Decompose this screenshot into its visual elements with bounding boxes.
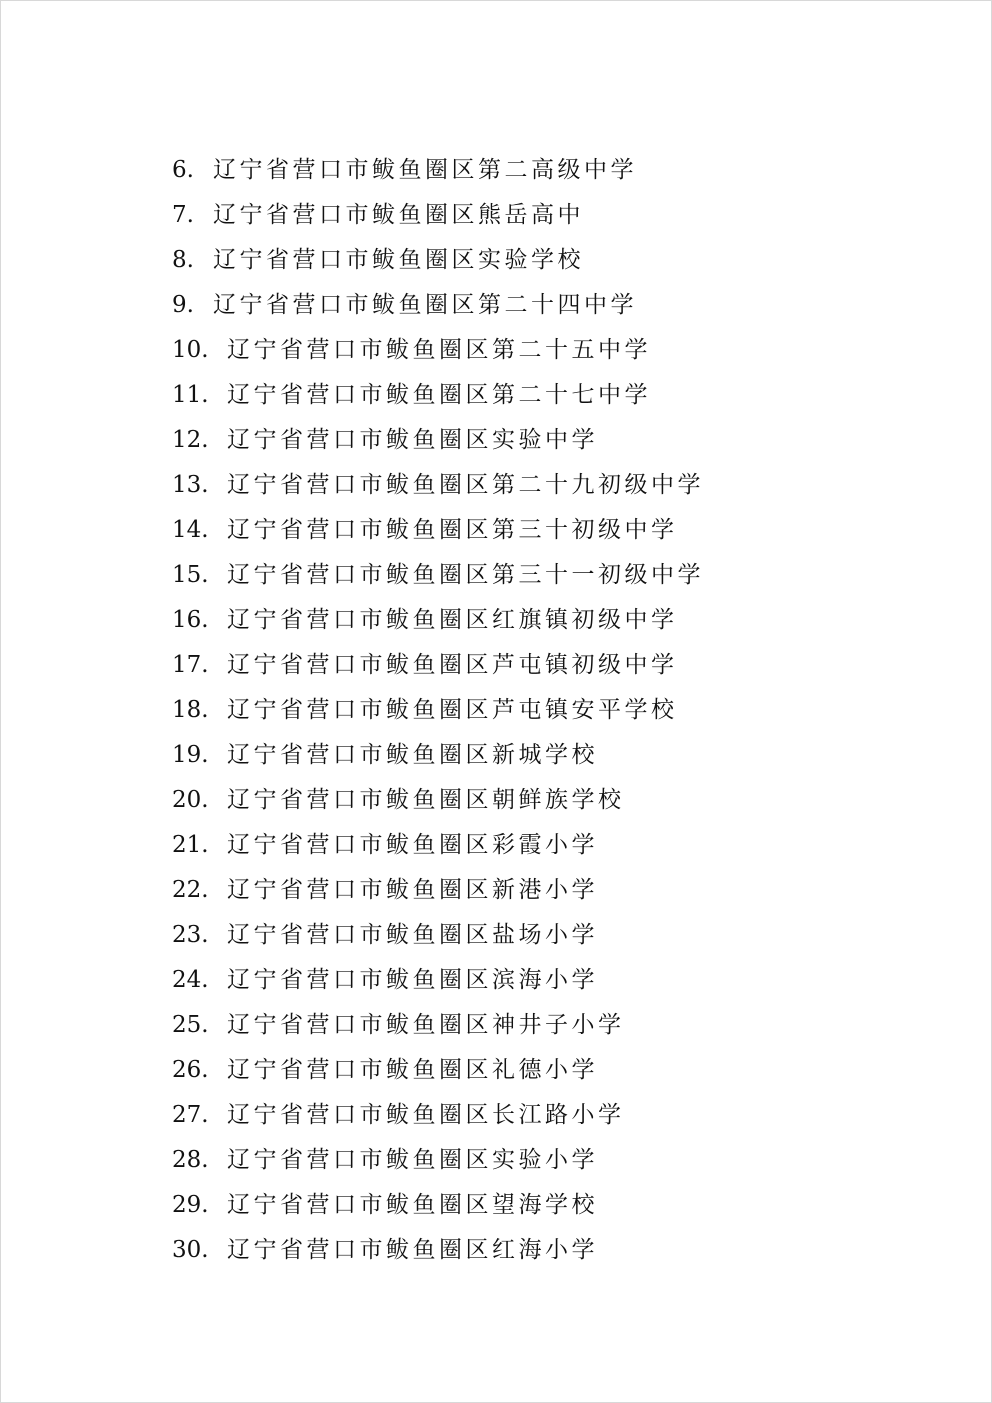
list-item xyxy=(172,193,704,238)
school-name: 辽宁省营口市鲅鱼圈区朝鲜族学校 xyxy=(227,787,625,813)
item-number: 11. xyxy=(172,382,209,408)
list-item xyxy=(172,958,704,1003)
list-item xyxy=(172,328,704,373)
list-item xyxy=(172,283,704,328)
school-name: 辽宁省营口市鲅鱼圈区第二十五中学 xyxy=(227,337,651,363)
list-item xyxy=(172,508,704,553)
list-item xyxy=(172,913,704,958)
item-number: 6. xyxy=(172,157,194,183)
item-number: 15. xyxy=(172,562,209,588)
list-item xyxy=(172,1048,704,1093)
list-item xyxy=(172,418,704,463)
school-name: 辽宁省营口市鲅鱼圈区长江路小学 xyxy=(227,1102,625,1128)
list-item xyxy=(172,688,704,733)
school-name: 辽宁省营口市鲅鱼圈区神井子小学 xyxy=(227,1012,625,1038)
list-item xyxy=(172,1138,704,1183)
item-number: 24. xyxy=(172,967,209,993)
item-number: 17. xyxy=(172,652,209,678)
item-number: 26. xyxy=(172,1057,209,1083)
school-name: 辽宁省营口市鲅鱼圈区彩霞小学 xyxy=(227,832,598,858)
school-name: 辽宁省营口市鲅鱼圈区第三十初级中学 xyxy=(227,517,678,543)
school-name: 辽宁省营口市鲅鱼圈区第二十九初级中学 xyxy=(227,472,704,498)
item-number: 20. xyxy=(172,787,209,813)
school-name: 辽宁省营口市鲅鱼圈区熊岳高中 xyxy=(213,202,584,228)
school-name: 辽宁省营口市鲅鱼圈区第二十七中学 xyxy=(227,382,651,408)
item-number: 19. xyxy=(172,742,209,768)
school-name: 辽宁省营口市鲅鱼圈区实验中学 xyxy=(227,427,598,453)
item-number: 23. xyxy=(172,922,209,948)
item-number: 8. xyxy=(172,247,194,273)
school-name: 辽宁省营口市鲅鱼圈区实验学校 xyxy=(213,247,584,273)
school-name: 辽宁省营口市鲅鱼圈区盐场小学 xyxy=(227,922,598,948)
school-name: 辽宁省营口市鲅鱼圈区第二高级中学 xyxy=(213,157,637,183)
list-item xyxy=(172,868,704,913)
school-name: 辽宁省营口市鲅鱼圈区红旗镇初级中学 xyxy=(227,607,678,633)
list-item xyxy=(172,643,704,688)
list-item xyxy=(172,778,704,823)
list-item xyxy=(172,238,704,283)
school-name: 辽宁省营口市鲅鱼圈区礼德小学 xyxy=(227,1057,598,1083)
list-item xyxy=(172,1003,704,1048)
item-number: 13. xyxy=(172,472,209,498)
item-number: 14. xyxy=(172,517,209,543)
school-name: 辽宁省营口市鲅鱼圈区第三十一初级中学 xyxy=(227,562,704,588)
item-number: 22. xyxy=(172,877,209,903)
item-number: 12. xyxy=(172,427,209,453)
school-name: 辽宁省营口市鲅鱼圈区望海学校 xyxy=(227,1192,598,1218)
list-item xyxy=(172,823,704,868)
list-item xyxy=(172,463,704,508)
item-number: 27. xyxy=(172,1102,209,1128)
school-name: 辽宁省营口市鲅鱼圈区芦屯镇初级中学 xyxy=(227,652,678,678)
item-number: 21. xyxy=(172,832,209,858)
school-name: 辽宁省营口市鲅鱼圈区第二十四中学 xyxy=(213,292,637,318)
item-number: 18. xyxy=(172,697,209,723)
list-item xyxy=(172,598,704,643)
list-item xyxy=(172,733,704,778)
item-number: 28. xyxy=(172,1147,209,1173)
list-item xyxy=(172,373,704,418)
list-item xyxy=(172,553,704,598)
school-name: 辽宁省营口市鲅鱼圈区实验小学 xyxy=(227,1147,598,1173)
list-item xyxy=(172,1093,704,1138)
item-number: 25. xyxy=(172,1012,209,1038)
item-number: 16. xyxy=(172,607,209,633)
item-number: 10. xyxy=(172,337,209,363)
item-number: 30. xyxy=(172,1237,209,1263)
school-name: 辽宁省营口市鲅鱼圈区红海小学 xyxy=(227,1237,598,1263)
list-item xyxy=(172,148,704,193)
school-name: 辽宁省营口市鲅鱼圈区新城学校 xyxy=(227,742,598,768)
item-number: 7. xyxy=(172,202,194,228)
school-name: 辽宁省营口市鲅鱼圈区滨海小学 xyxy=(227,967,598,993)
school-name: 辽宁省营口市鲅鱼圈区芦屯镇安平学校 xyxy=(227,697,678,723)
list-item xyxy=(172,1228,704,1273)
list-item xyxy=(172,1183,704,1228)
school-list xyxy=(172,148,704,1273)
school-name: 辽宁省营口市鲅鱼圈区新港小学 xyxy=(227,877,598,903)
item-number: 9. xyxy=(172,292,194,318)
item-number: 29. xyxy=(172,1192,209,1218)
